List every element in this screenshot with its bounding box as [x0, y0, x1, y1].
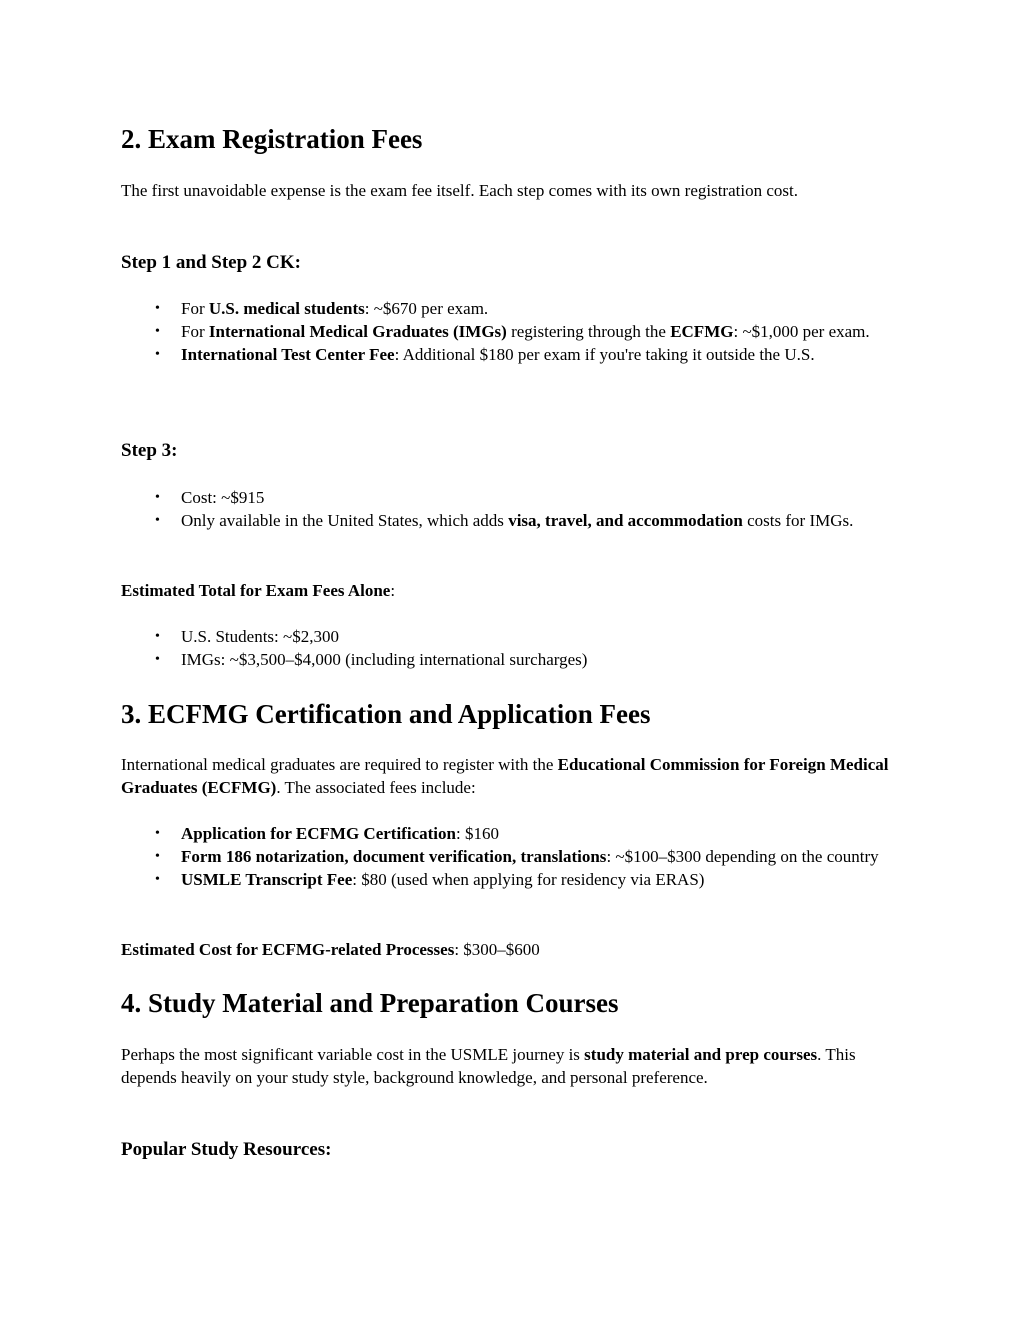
exam-fees-intro: The first unavoidable expense is the exam fee itself. Each step comes with its own registration cost. [121, 181, 798, 200]
list-item: • Application for ECFMG Certification: $160 [155, 824, 499, 843]
list-item: • IMGs: ~$3,500–$4,000 (including international surcharges) [155, 650, 588, 669]
list-item: • Only available in the United States, which adds visa, travel, and accommodation costs for IMGs. [155, 511, 854, 530]
bullet-icon: • [155, 324, 160, 339]
list-item: • International Test Center Fee: Additional $180 per exam if you're taking it outside the U.S. [155, 345, 815, 364]
exam-fees-total-list [121, 625, 896, 671]
list-item: • For U.S. medical students: ~$670 per exam. [155, 299, 489, 318]
list-item: • For International Medical Graduates (IMGs) registering through the ECFMG: ~$1,000 per exam. [155, 322, 870, 341]
ecfmg-list [121, 822, 896, 891]
bullet-icon: • [155, 347, 160, 362]
list-item: • U.S. Students: ~$2,300 [155, 627, 339, 646]
list-item: • Form 186 notarization, document verification, translations: ~$100–$300 depending on the country [155, 847, 879, 866]
step12-list [121, 297, 896, 366]
bullet-icon: • [155, 872, 160, 887]
bullet-icon: • [155, 301, 160, 316]
list-item: • USMLE Transcript Fee: $80 (used when applying for residency via ERAS) [155, 870, 705, 889]
study-resources-heading: Popular Study Resources: [121, 1139, 332, 1160]
bullet-icon: • [155, 490, 160, 505]
section-heading-study-material: 4. Study Material and Preparation Courses [121, 988, 619, 1018]
bullet-icon: • [155, 513, 160, 528]
list-item: • Cost: ~$915 [155, 488, 265, 507]
exam-fees-total: Estimated Total for Exam Fees Alone: [121, 581, 396, 600]
step3-list [121, 486, 896, 532]
ecfmg-intro: International medical graduates are required to register with the Educational Commission for Foreign Medical Graduates (ECFMG). The associated fees include: [121, 755, 889, 797]
section-heading-ecfmg: 3. ECFMG Certification and Application Fees [121, 699, 651, 729]
step12-heading: Step 1 and Step 2 CK: [121, 252, 301, 273]
bullet-icon: • [155, 826, 160, 841]
bullet-icon: • [155, 849, 160, 864]
step3-heading: Step 3: [121, 440, 178, 461]
section-heading-exam-fees: 2. Exam Registration Fees [121, 124, 423, 154]
bullet-icon: • [155, 629, 160, 644]
bullet-icon: • [155, 652, 160, 667]
ecfmg-total: Estimated Cost for ECFMG-related Processes: $300–$600 [121, 940, 540, 959]
study-material-intro: Perhaps the most significant variable cost in the USMLE journey is study material and prep courses. This depends heavily on your study style, background knowledge, and personal preference. [121, 1045, 856, 1087]
